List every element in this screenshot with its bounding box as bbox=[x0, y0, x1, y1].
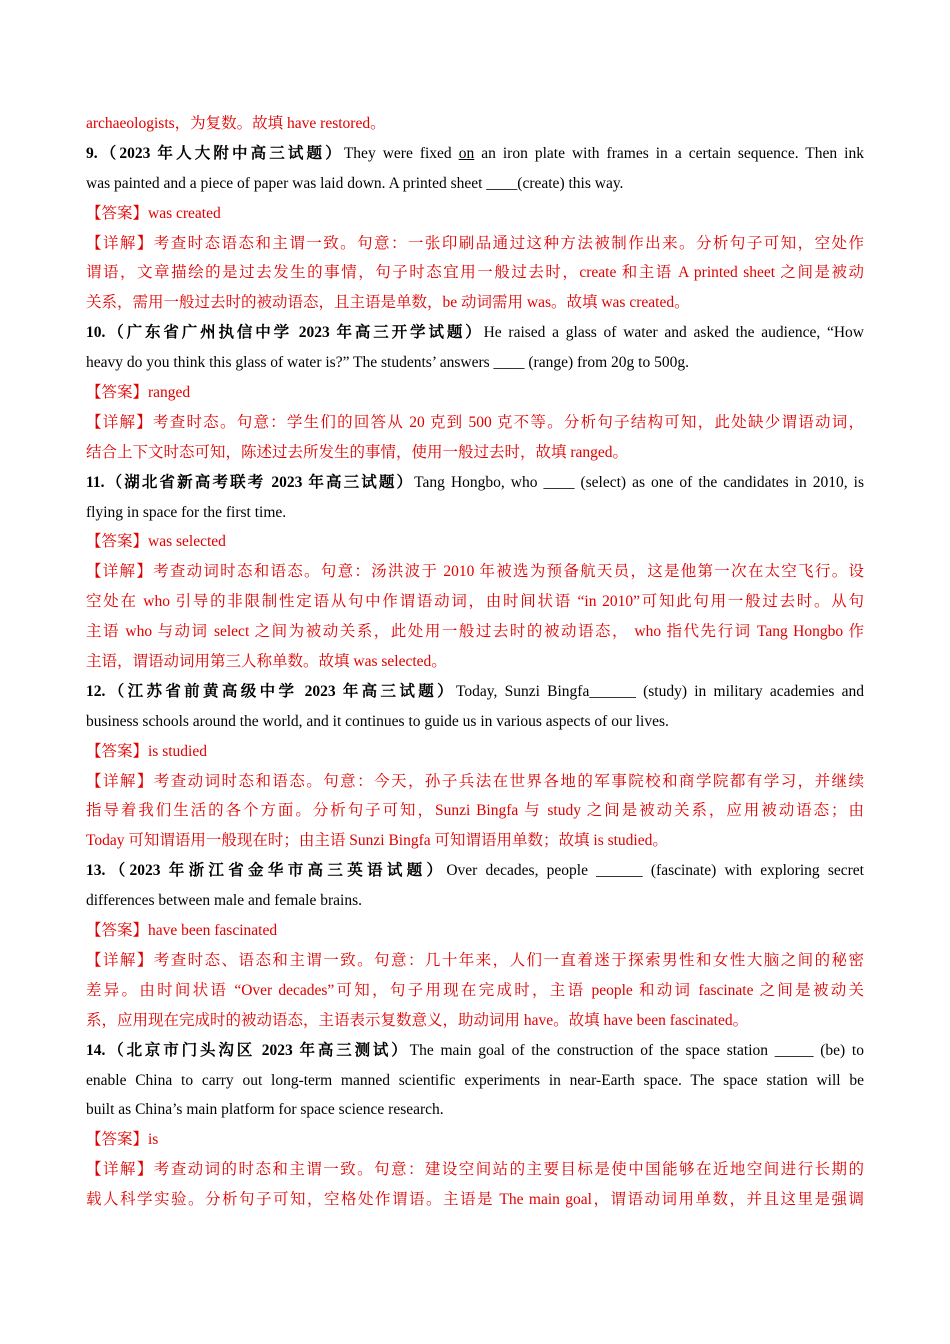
question-9-detail-line: 【详解】考查时态语态和主谓一致。句意：一张印刷品通过这种方法被制作出来。分析句子可知，空处作 bbox=[86, 234, 864, 252]
question-14-line3: built as China’s main platform for space science research. bbox=[86, 1101, 444, 1119]
lead-detail-line: archaeologists，为复数。故填 have restored。 bbox=[86, 115, 386, 132]
question-10-detail-line: 结合上下文时态可知，陈述过去所发生的事情，使用一般过去时，故填 ranged。 bbox=[86, 443, 629, 461]
document-page bbox=[86, 109, 864, 1215]
question-10-line2: heavy do you think this glass of water is?” The students’ answers ____ (range) from 20g to 500g. bbox=[86, 354, 689, 372]
question-10-detail-line: 【详解】考查时态。句意：学生们的回答从 20 克到 500 克不等。分析句子结构可知，此处缺少谓语动词， bbox=[86, 413, 864, 431]
question-12-detail-line: 【详解】考查动词时态和语态。句意：今天，孙子兵法在世界各地的军事院校和商学院都有学习，并继续 bbox=[86, 772, 864, 790]
question-11-line2: flying in space for the first time. bbox=[86, 503, 287, 521]
question-9 bbox=[86, 139, 864, 169]
question-11-detail-line: 主语，谓语动词用第三人称单数。故填 was selected。 bbox=[86, 653, 447, 671]
question-13-detail-line: 差异。由时间状语 “Over decades”可知，句子用现在完成时，主语 people 和动词 fascinate 之间是被动关 bbox=[86, 981, 864, 999]
question-13-line2: differences between male and female brains. bbox=[86, 892, 362, 910]
question-11-answer: 【答案】was selected bbox=[86, 533, 226, 551]
question-11-detail-line: 【详解】考查动词时态和语态。句意：汤洪波于 2010 年被选为预备航天员，这是他第一次在太空飞行。设 bbox=[86, 563, 864, 581]
question-13-text: Over decades, people ______ (fascinate) with exploring secret bbox=[446, 862, 864, 880]
question-13-detail-line: 【详解】考查时态、语态和主谓一致。句意：几十年来，人们一直着迷于探索男性和女性大脑之间的秘密 bbox=[86, 951, 864, 969]
question-11 bbox=[86, 468, 864, 498]
question-12-source: 12.（江苏省前黄高级中学 2023 年高三试题） bbox=[86, 682, 456, 700]
question-14-source: 14.（北京市门头沟区 2023 年高三测试） bbox=[86, 1041, 410, 1059]
question-14-answer: 【答案】is bbox=[86, 1131, 159, 1149]
question-9-source: 9.（2023 年人大附中高三试题） bbox=[86, 144, 344, 162]
question-14-detail-line: 载人科学实验。分析句子可知，空格处作谓语。主语是 The main goal，谓语动词用单数，并且这里是强调 bbox=[86, 1191, 864, 1209]
question-12-line2: business schools around the world, and it continues to guide us in various aspects of our lives. bbox=[86, 712, 669, 730]
question-14 bbox=[86, 1036, 864, 1066]
question-10-text: He raised a glass of water and asked the audience, “How bbox=[483, 324, 864, 342]
question-11-detail-line: 空处在 who 引导的非限制性定语从句中作谓语动词，由时间状语 “in 2010”可知此句用一般过去时。从句 bbox=[86, 593, 864, 611]
question-13 bbox=[86, 856, 864, 886]
question-12-detail-line: 指导着我们生活的各个方面。分析句子可知，Sunzi Bingfa 与 study 之间是被动关系，应用被动语态；由 bbox=[86, 802, 864, 820]
question-9-detail-line: 关系，需用一般过去时的被动语态，且主语是单数，be 动词需用 was。故填 was created。 bbox=[86, 294, 690, 312]
question-12 bbox=[86, 677, 864, 707]
question-10-answer: 【答案】ranged bbox=[86, 384, 191, 402]
question-14-detail-line: 【详解】考查动词的时态和主谓一致。句意：建设空间站的主要目标是使中国能够在近地空间进行长期的 bbox=[86, 1161, 864, 1179]
question-10 bbox=[86, 318, 864, 348]
question-14-text: The main goal of the construction of the space station _____ (be) to bbox=[409, 1041, 864, 1059]
question-11-source: 11.（湖北省新高考联考 2023 年高三试题） bbox=[86, 473, 415, 491]
question-14-line2: enable China to carry out long-term manned scientific experiments in near-Earth space. The space station will be bbox=[86, 1071, 864, 1089]
question-12-detail-line: Today 可知谓语用一般现在时；由主语 Sunzi Bingfa 可知谓语用单数；故填 is studied。 bbox=[86, 832, 668, 850]
question-11-detail-line: 主语 who 与动词 select 之间为被动关系，此处用一般过去时的被动语态， who 指代先行词 Tang Hongbo 作 bbox=[86, 623, 864, 641]
question-9-line2: was painted and a piece of paper was laid down. A printed sheet ____(create) this way. bbox=[86, 174, 624, 192]
question-12-text: Today, Sunzi Bingfa______ (study) in military academies and bbox=[456, 682, 864, 700]
question-9-detail-line: 谓语，文章描绘的是过去发生的事情，句子时态宜用一般过去时，create 和主语 A printed sheet 之间是被动 bbox=[86, 264, 864, 282]
question-12-answer: 【答案】is studied bbox=[86, 742, 207, 760]
question-9-underlined-word: on bbox=[458, 144, 475, 162]
question-9-text-post: an iron plate with frames in a certain sequence. Then ink bbox=[474, 144, 864, 162]
question-13-answer: 【答案】have been fascinated bbox=[86, 922, 278, 940]
question-13-detail-line: 系，应用现在完成时的被动语态，主语表示复数意义，助动词用 have。故填 have been fascinated。 bbox=[86, 1011, 749, 1029]
question-13-source: 13.（2023 年浙江省金华市高三英语试题） bbox=[86, 862, 447, 880]
question-9-answer: 【答案】was created bbox=[86, 204, 221, 222]
question-11-text: Tang Hongbo, who ____ (select) as one of the candidates in 2010, is bbox=[414, 473, 864, 491]
question-10-source: 10.（广东省广州执信中学 2023 年高三开学试题） bbox=[86, 324, 484, 342]
question-9-text-pre: They were fixed bbox=[343, 144, 459, 162]
